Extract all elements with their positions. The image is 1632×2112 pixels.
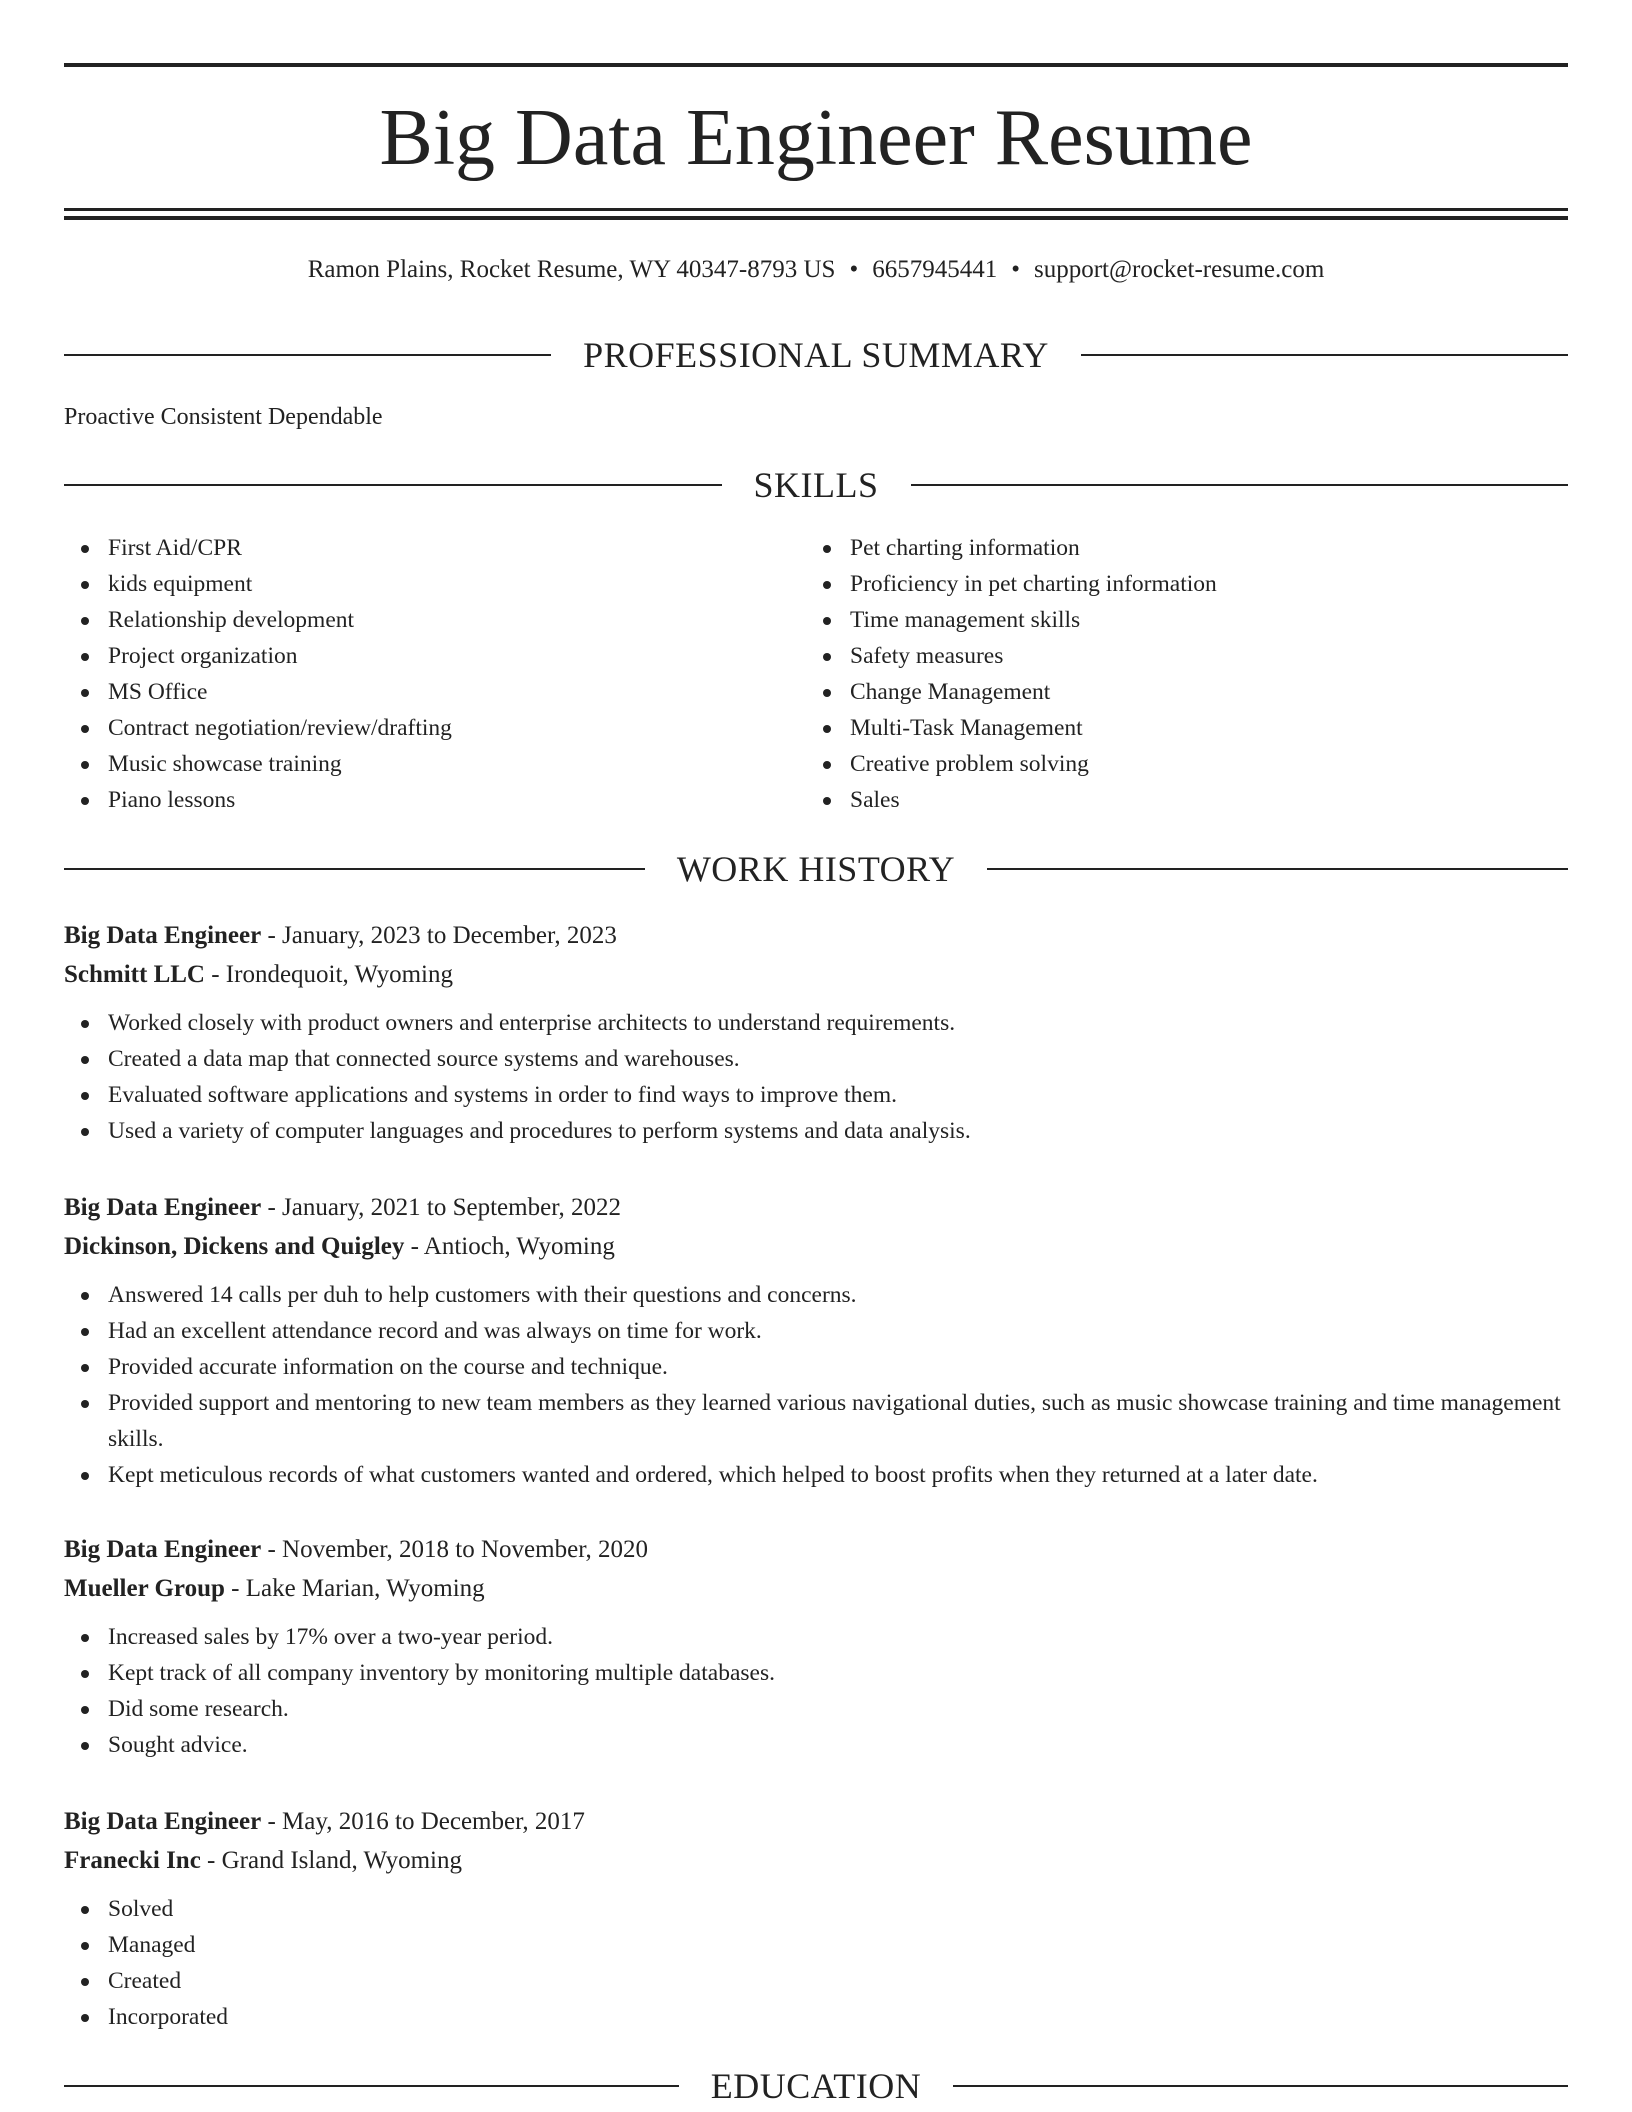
contact-phone: 6657945441 xyxy=(872,256,998,283)
job-entry xyxy=(64,1188,1568,1493)
section-title-work: WORK HISTORY xyxy=(676,849,956,889)
contact-separator: • xyxy=(1011,256,1020,283)
skills-list-left xyxy=(64,530,806,818)
contact-email[interactable]: support@rocket-resume.com xyxy=(1033,256,1325,283)
list-item: Created a data map that connected source systems and warehouses. xyxy=(64,1041,1568,1077)
job-bullets xyxy=(64,1005,1568,1149)
job-dates: - January, 2021 to September, 2022 xyxy=(261,1194,622,1221)
list-item: Did some research. xyxy=(64,1691,1568,1727)
job-bullets xyxy=(64,1891,1568,2035)
list-item: Sought advice. xyxy=(64,1727,1568,1763)
job-title: Big Data Engineer xyxy=(64,1536,262,1563)
heading-rule xyxy=(987,868,1568,870)
job-location: - Antioch, Wyoming xyxy=(404,1233,615,1260)
job-company: Mueller Group xyxy=(64,1575,225,1602)
list-item: Evaluated software applications and systems in order to find ways to improve them. xyxy=(64,1077,1568,1113)
job-title-line xyxy=(64,1530,1568,1569)
heading-rule xyxy=(1081,354,1568,356)
job-title: Big Data Engineer xyxy=(64,1808,262,1835)
list-item: Sales xyxy=(806,782,1548,818)
list-item: Created xyxy=(64,1963,1568,1999)
job-company-line xyxy=(64,955,1568,994)
job-company: Schmitt LLC xyxy=(64,961,205,988)
list-item: Increased sales by 17% over a two-year period. xyxy=(64,1619,1568,1655)
contact-line xyxy=(64,253,1568,287)
section-heading-skills xyxy=(64,462,1568,508)
section-title-education: EDUCATION xyxy=(710,2066,922,2106)
list-item: Solved xyxy=(64,1891,1568,1927)
section-title-summary: PROFESSIONAL SUMMARY xyxy=(583,335,1049,375)
section-heading-work xyxy=(64,846,1568,892)
list-item: kids equipment xyxy=(64,566,806,602)
job-location: - Lake Marian, Wyoming xyxy=(224,1575,485,1602)
heading-rule xyxy=(64,868,645,870)
contact-address: Ramon Plains, Rocket Resume, WY 40347-8793 US xyxy=(307,256,836,283)
job-bullets xyxy=(64,1619,1568,1763)
skills-columns xyxy=(64,530,1568,818)
title-double-rule xyxy=(64,208,1568,220)
section-heading-education xyxy=(64,2063,1568,2109)
list-item: Worked closely with product owners and enterprise architects to understand requirements. xyxy=(64,1005,1568,1041)
list-item: Time management skills xyxy=(806,602,1548,638)
job-company-line xyxy=(64,1569,1568,1608)
list-item: Kept meticulous records of what customers wanted and ordered, which helped to boost profits when they returned at a later date. xyxy=(64,1457,1568,1493)
job-dates: - May, 2016 to December, 2017 xyxy=(261,1808,585,1835)
list-item: Had an excellent attendance record and was always on time for work. xyxy=(64,1313,1568,1349)
list-item: Incorporated xyxy=(64,1999,1568,2035)
job-title: Big Data Engineer xyxy=(64,1194,262,1221)
list-item: Multi-Task Management xyxy=(806,710,1548,746)
list-item: Provided support and mentoring to new team members as they learned various navigational duties, such as music showcase training and time management skills. xyxy=(64,1385,1568,1457)
job-company-line xyxy=(64,1227,1568,1266)
job-company: Dickinson, Dickens and Quigley xyxy=(64,1233,405,1260)
job-title-line xyxy=(64,916,1568,955)
job-title: Big Data Engineer xyxy=(64,922,262,949)
job-dates: - January, 2023 to December, 2023 xyxy=(261,922,617,949)
job-entry xyxy=(64,1530,1568,1763)
job-entry xyxy=(64,916,1568,1149)
job-bullets xyxy=(64,1277,1568,1493)
list-item: Contract negotiation/review/drafting xyxy=(64,710,806,746)
list-item: MS Office xyxy=(64,674,806,710)
heading-rule xyxy=(953,2085,1568,2087)
top-rule xyxy=(64,63,1568,67)
job-title-line xyxy=(64,1188,1568,1227)
heading-rule xyxy=(64,354,551,356)
list-item: Music showcase training xyxy=(64,746,806,782)
list-item: Used a variety of computer languages and procedures to perform systems and data analysis. xyxy=(64,1113,1568,1149)
section-heading-summary xyxy=(64,332,1568,378)
job-dates: - November, 2018 to November, 2020 xyxy=(261,1536,649,1563)
list-item: Project organization xyxy=(64,638,806,674)
list-item: Answered 14 calls per duh to help customers with their questions and concerns. xyxy=(64,1277,1568,1313)
list-item: Provided accurate information on the course and technique. xyxy=(64,1349,1568,1385)
list-item: Managed xyxy=(64,1927,1568,1963)
list-item: Creative problem solving xyxy=(806,746,1548,782)
job-location: - Grand Island, Wyoming xyxy=(200,1847,462,1874)
summary-text: Proactive Consistent Dependable xyxy=(64,404,383,430)
job-company-line xyxy=(64,1841,1568,1880)
job-entry xyxy=(64,1802,1568,2035)
contact-separator: • xyxy=(849,256,859,283)
list-item: Proficiency in pet charting information xyxy=(806,566,1548,602)
heading-rule xyxy=(64,484,722,486)
list-item: Relationship development xyxy=(64,602,806,638)
list-item: First Aid/CPR xyxy=(64,530,806,566)
job-title-line xyxy=(64,1802,1568,1841)
job-company: Franecki Inc xyxy=(64,1847,201,1874)
heading-rule xyxy=(64,2085,679,2087)
list-item: Change Management xyxy=(806,674,1548,710)
resume-title: Big Data Engineer Resume xyxy=(379,94,1253,182)
list-item: Piano lessons xyxy=(64,782,806,818)
section-title-skills: SKILLS xyxy=(753,465,879,505)
skills-list-right xyxy=(806,530,1548,818)
list-item: Pet charting information xyxy=(806,530,1548,566)
list-item: Safety measures xyxy=(806,638,1548,674)
list-item: Kept track of all company inventory by monitoring multiple databases. xyxy=(64,1655,1568,1691)
job-location: - Irondequoit, Wyoming xyxy=(204,961,453,988)
heading-rule xyxy=(911,484,1569,486)
